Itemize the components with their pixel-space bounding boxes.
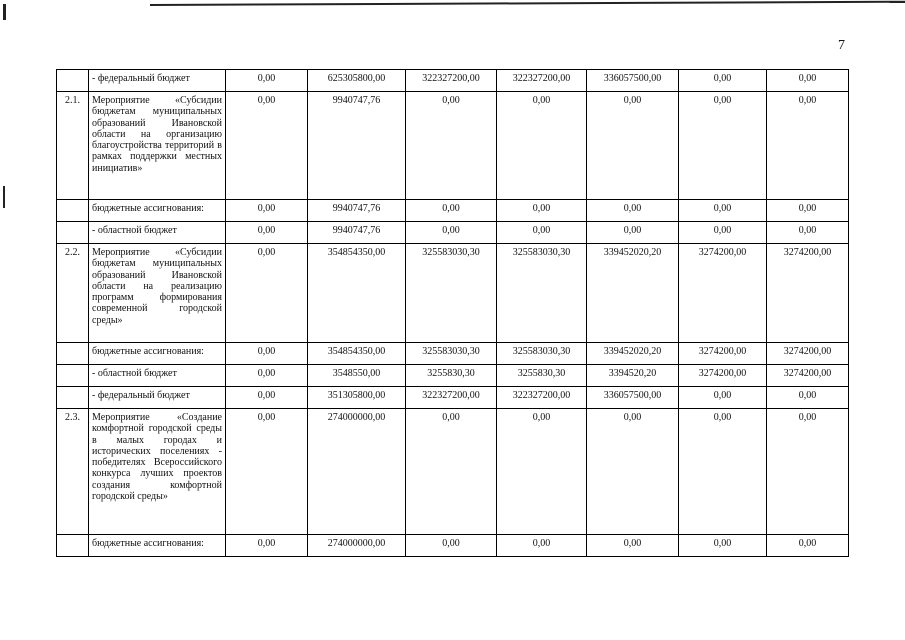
row-number-cell (57, 200, 89, 222)
amount-cell: 0,00 (679, 409, 767, 535)
item-name-cell (89, 535, 226, 557)
scan-mark-top-left (3, 4, 6, 20)
item-name-cell (89, 92, 226, 200)
amount-cell: 339452020,20 (587, 244, 679, 343)
table-row (57, 222, 849, 244)
item-name-text: бюджетные ассигнования: (92, 538, 204, 549)
amount-cell: 336057500,00 (587, 387, 679, 409)
row-number-cell: 2.2. (57, 244, 89, 343)
amount-cell: 9940747,76 (308, 222, 406, 244)
row-number-cell (57, 70, 89, 92)
amount-cell: 0,00 (767, 70, 849, 92)
amount-cell: 0,00 (226, 409, 308, 535)
amount-cell: 0,00 (587, 535, 679, 557)
amount-cell: 3274200,00 (679, 244, 767, 343)
amount-cell: 3274200,00 (767, 343, 849, 365)
amount-cell: 0,00 (226, 200, 308, 222)
amount-cell: 339452020,20 (587, 343, 679, 365)
amount-cell: 3255830,30 (497, 365, 587, 387)
amount-cell: 0,00 (587, 222, 679, 244)
amount-cell: 9940747,76 (308, 200, 406, 222)
amount-cell: 0,00 (497, 409, 587, 535)
amount-cell: 0,00 (497, 535, 587, 557)
item-name-cell (89, 200, 226, 222)
row-number-cell: 2.3. (57, 409, 89, 535)
amount-cell: 0,00 (406, 200, 497, 222)
row-number-cell (57, 535, 89, 557)
amount-cell: 354854350,00 (308, 343, 406, 365)
amount-cell: 0,00 (767, 535, 849, 557)
amount-cell: 274000000,00 (308, 409, 406, 535)
item-name-cell (89, 70, 226, 92)
amount-cell: 0,00 (679, 70, 767, 92)
amount-cell: 336057500,00 (587, 70, 679, 92)
table-row (57, 92, 849, 200)
item-name-cell (89, 365, 226, 387)
item-name-text: бюджетные ассигнования: (92, 346, 204, 357)
amount-cell: 3394520,20 (587, 365, 679, 387)
amount-cell: 0,00 (226, 244, 308, 343)
item-name-text: бюджетные ассигнования: (92, 203, 204, 214)
amount-cell: 354854350,00 (308, 244, 406, 343)
amount-cell: 0,00 (587, 409, 679, 535)
row-number-cell: 2.1. (57, 92, 89, 200)
amount-cell: 351305800,00 (308, 387, 406, 409)
amount-cell: 0,00 (406, 535, 497, 557)
amount-cell: 0,00 (767, 92, 849, 200)
row-number-cell (57, 222, 89, 244)
item-name-cell (89, 409, 226, 535)
amount-cell: 0,00 (679, 92, 767, 200)
item-name-text: Мероприятие «Субсидии бюджетам муниципальных образований Ивановской области на реализацию программ формирования современной городской среды» (92, 247, 222, 326)
amount-cell: 274000000,00 (308, 535, 406, 557)
budget-table (56, 69, 849, 557)
table-row (57, 387, 849, 409)
amount-cell: 0,00 (226, 343, 308, 365)
amount-cell: 0,00 (226, 70, 308, 92)
amount-cell: 3255830,30 (406, 365, 497, 387)
item-name-cell (89, 343, 226, 365)
table-row (57, 244, 849, 343)
amount-cell: 0,00 (226, 92, 308, 200)
amount-cell: 325583030,30 (497, 343, 587, 365)
item-name-cell (89, 387, 226, 409)
item-name-cell (89, 244, 226, 343)
amount-cell: 0,00 (497, 222, 587, 244)
amount-cell: 0,00 (767, 387, 849, 409)
amount-cell: 0,00 (679, 535, 767, 557)
amount-cell: 322327200,00 (406, 70, 497, 92)
row-number-cell (57, 343, 89, 365)
amount-cell: 3274200,00 (767, 365, 849, 387)
amount-cell: 0,00 (406, 409, 497, 535)
amount-cell: 0,00 (679, 200, 767, 222)
amount-cell: 0,00 (587, 200, 679, 222)
amount-cell: 325583030,30 (406, 343, 497, 365)
amount-cell: 0,00 (406, 92, 497, 200)
amount-cell: 0,00 (226, 535, 308, 557)
amount-cell: 3274200,00 (679, 343, 767, 365)
item-name-text: - федеральный бюджет (92, 390, 190, 401)
amount-cell: 0,00 (767, 222, 849, 244)
top-scan-rule (150, 1, 905, 6)
row-number-cell (57, 387, 89, 409)
page-number: 7 (838, 38, 845, 53)
amount-cell: 3274200,00 (679, 365, 767, 387)
item-name-text: Мероприятие «Субсидии бюджетам муниципальных образований Ивановской области на организацию благоустройства территорий в рамках поддержки местных инициатив» (92, 95, 222, 174)
table-row (57, 343, 849, 365)
amount-cell: 625305800,00 (308, 70, 406, 92)
table-row (57, 200, 849, 222)
amount-cell: 3274200,00 (767, 244, 849, 343)
amount-cell: 0,00 (767, 409, 849, 535)
item-name-text: Мероприятие «Создание комфортной городской среды в малых городах и исторических поселениях - победителях Всероссийского конкурса лучших проектов создания комфортной городской среды» (92, 412, 222, 503)
table-row (57, 70, 849, 92)
amount-cell: 0,00 (497, 92, 587, 200)
table-row (57, 365, 849, 387)
amount-cell: 0,00 (406, 222, 497, 244)
amount-cell: 0,00 (679, 222, 767, 244)
amount-cell: 0,00 (226, 222, 308, 244)
amount-cell: 0,00 (767, 200, 849, 222)
amount-cell: 0,00 (587, 92, 679, 200)
item-name-cell (89, 222, 226, 244)
amount-cell: 0,00 (497, 200, 587, 222)
amount-cell: 0,00 (679, 387, 767, 409)
amount-cell: 325583030,30 (497, 244, 587, 343)
table-row (57, 409, 849, 535)
row-number-cell (57, 365, 89, 387)
amount-cell: 322327200,00 (497, 387, 587, 409)
table-body (57, 70, 849, 557)
amount-cell: 0,00 (226, 365, 308, 387)
item-name-text: - федеральный бюджет (92, 73, 190, 84)
amount-cell: 322327200,00 (406, 387, 497, 409)
item-name-text: - областной бюджет (92, 368, 177, 379)
amount-cell: 3548550,00 (308, 365, 406, 387)
amount-cell: 9940747,76 (308, 92, 406, 200)
item-name-text: - областной бюджет (92, 225, 177, 236)
amount-cell: 0,00 (226, 387, 308, 409)
scan-mark-left-edge (3, 186, 5, 208)
table-row (57, 535, 849, 557)
amount-cell: 322327200,00 (497, 70, 587, 92)
amount-cell: 325583030,30 (406, 244, 497, 343)
